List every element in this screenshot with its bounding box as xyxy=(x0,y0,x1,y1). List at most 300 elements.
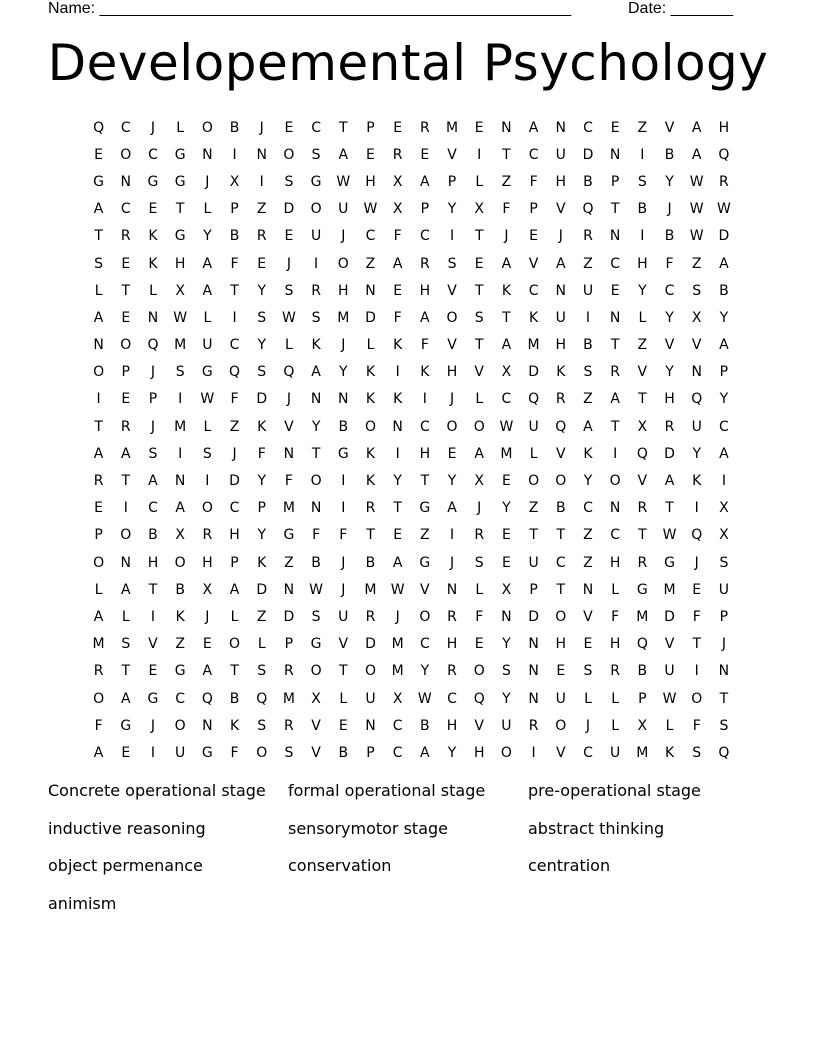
grid-letter: L xyxy=(203,309,212,326)
grid-letter: E xyxy=(501,473,511,490)
grid-letter: S xyxy=(284,744,294,761)
grid-letter: D xyxy=(528,608,539,625)
grid-letter: W xyxy=(716,201,731,218)
grid-letter: C xyxy=(229,500,240,517)
grid-letter: D xyxy=(528,364,539,381)
grid-letter: O xyxy=(120,337,132,354)
grid-letter: R xyxy=(719,173,729,190)
grid-letter: X xyxy=(501,581,512,598)
grid-letter: A xyxy=(120,445,131,462)
grid-letter: N xyxy=(446,581,458,598)
grid-letter: F xyxy=(475,608,484,625)
grid-letter: I xyxy=(585,309,591,326)
grid-letter: O xyxy=(473,418,485,435)
grid-letter: L xyxy=(94,282,103,299)
grid-letter: N xyxy=(283,445,295,462)
grid-letter: W xyxy=(281,309,296,326)
grid-letter: S xyxy=(583,364,593,381)
grid-letter: J xyxy=(395,608,400,625)
grid-letter: Y xyxy=(665,309,674,326)
grid-letter: Y xyxy=(257,337,266,354)
grid-letter: H xyxy=(147,554,159,571)
grid-letter: O xyxy=(555,717,567,734)
grid-letter: S xyxy=(257,663,267,680)
grid-letter: E xyxy=(94,146,104,163)
grid-letter: R xyxy=(610,364,621,381)
grid-letter: Z xyxy=(528,500,539,517)
grid-letter: S xyxy=(692,282,702,299)
grid-letter: N xyxy=(555,282,567,299)
grid-letter: A xyxy=(555,255,566,272)
grid-letter: Y xyxy=(638,282,647,299)
grid-letter: X xyxy=(229,173,240,190)
grid-letter: O xyxy=(201,500,213,517)
grid-letter: R xyxy=(284,663,294,680)
grid-letter: L xyxy=(529,445,538,462)
grid-letter: N xyxy=(609,500,621,517)
grid-letter: S xyxy=(311,146,321,163)
grid-letter: J xyxy=(286,391,291,408)
grid-letter: H xyxy=(473,744,485,761)
grid-letter: A xyxy=(420,173,430,190)
grid-letter: M xyxy=(445,119,459,136)
grid-letter: K xyxy=(583,445,593,462)
grid-letter: V xyxy=(447,146,457,163)
grid-letter: V xyxy=(691,337,702,354)
grid-letter: H xyxy=(555,636,567,653)
grid-letter: R xyxy=(528,717,539,734)
grid-letter: N xyxy=(338,391,349,408)
grid-letter: E xyxy=(501,554,511,571)
grid-letter: J xyxy=(150,418,156,435)
grid-letter: V xyxy=(338,636,349,653)
grid-letter: V xyxy=(664,636,675,653)
grid-letter: V xyxy=(447,337,457,354)
grid-letter: Y xyxy=(447,744,457,761)
grid-letter: G xyxy=(419,554,431,571)
grid-letter: L xyxy=(475,173,484,190)
grid-letter: H xyxy=(338,282,349,299)
grid-letter: L xyxy=(94,581,103,598)
grid-letter: R xyxy=(419,119,430,136)
grid-letter: A xyxy=(501,255,512,272)
grid-letter: B xyxy=(664,228,675,245)
grid-letter: F xyxy=(393,309,402,326)
grid-letter: E xyxy=(610,119,620,136)
grid-letter: C xyxy=(365,228,376,245)
grid-letter: A xyxy=(338,146,349,163)
grid-letter: L xyxy=(285,337,293,354)
grid-letter: S xyxy=(474,309,484,326)
grid-letter: A xyxy=(501,337,512,354)
grid-letter: V xyxy=(664,337,675,354)
grid-letter: U xyxy=(664,663,675,680)
grid-letter: T xyxy=(692,636,701,653)
grid-letter: Z xyxy=(583,554,593,571)
grid-letter: A xyxy=(311,364,321,381)
grid-letter: T xyxy=(121,663,131,680)
grid-letter: Y xyxy=(339,364,348,381)
grid-letter: U xyxy=(528,418,539,435)
grid-letter: X xyxy=(637,418,648,435)
grid-letter: J xyxy=(449,391,455,408)
grid-letter: S xyxy=(719,554,729,571)
word-list-item: object permenance xyxy=(48,856,203,875)
grid-letter: R xyxy=(664,418,675,435)
grid-letter: C xyxy=(229,337,240,354)
word-list-item: inductive reasoning xyxy=(48,818,206,838)
grid-letter: V xyxy=(637,473,648,490)
grid-letter: B xyxy=(229,690,240,707)
grid-letter: O xyxy=(337,255,349,272)
grid-letter: I xyxy=(395,445,400,462)
grid-letter: P xyxy=(719,364,729,381)
grid-letter: B xyxy=(229,228,240,245)
grid-letter: Y xyxy=(583,473,593,490)
grid-letter: T xyxy=(474,282,484,299)
grid-letter: G xyxy=(147,173,159,190)
word-list-item: animism xyxy=(48,893,117,913)
grid-letter: E xyxy=(556,663,566,680)
grid-letter: O xyxy=(555,473,567,490)
grid-letter: N xyxy=(528,636,539,653)
grid-letter: G xyxy=(310,636,322,653)
grid-letter: A xyxy=(93,201,104,218)
grid-letter: J xyxy=(694,554,699,571)
grid-letter: Z xyxy=(175,636,185,653)
grid-letter: O xyxy=(201,119,213,136)
grid-letter: G xyxy=(147,690,159,707)
word-list-item: formal operational stage xyxy=(288,781,486,800)
grid-letter: I xyxy=(613,445,618,462)
grid-letter: U xyxy=(691,418,702,435)
grid-letter: E xyxy=(447,445,457,462)
grid-letter: T xyxy=(339,119,348,136)
grid-letter: U xyxy=(175,744,186,761)
grid-letter: M xyxy=(663,581,676,598)
grid-letter: Y xyxy=(502,500,511,517)
grid-letter: Z xyxy=(284,554,294,571)
grid-letter: T xyxy=(502,146,511,163)
grid-letter: V xyxy=(447,282,457,299)
grid-letter: A xyxy=(93,309,104,326)
grid-letter: S xyxy=(637,173,647,190)
grid-letter: O xyxy=(528,473,540,490)
grid-letter: N xyxy=(718,663,730,680)
grid-letter: L xyxy=(475,581,484,598)
grid-letter: B xyxy=(338,744,349,761)
word-list-item: sensorymotor stage xyxy=(288,818,449,838)
grid-letter: E xyxy=(284,228,294,245)
grid-letter: N xyxy=(609,146,621,163)
grid-letter: N xyxy=(202,717,213,734)
grid-letter: F xyxy=(339,527,348,544)
grid-letter: W xyxy=(689,201,704,218)
grid-letter: F xyxy=(230,391,239,408)
grid-letter: N xyxy=(365,717,376,734)
grid-letter: R xyxy=(637,554,648,571)
grid-letter: M xyxy=(337,309,350,326)
grid-letter: M xyxy=(174,337,187,354)
grid-letter: S xyxy=(202,445,212,462)
grid-letter: R xyxy=(392,146,403,163)
grid-letter: Y xyxy=(692,445,701,462)
grid-letter: Y xyxy=(502,636,511,653)
grid-letter: K xyxy=(393,391,403,408)
grid-letter: Z xyxy=(637,337,648,354)
grid-letter: F xyxy=(420,337,429,354)
grid-letter: W xyxy=(363,201,378,218)
grid-letter: J xyxy=(667,201,672,218)
grid-letter: C xyxy=(419,636,430,653)
grid-letter: H xyxy=(446,364,458,381)
grid-letter: O xyxy=(555,608,567,625)
grid-letter: Z xyxy=(583,255,593,272)
grid-letter: I xyxy=(449,527,455,544)
grid-letter: J xyxy=(232,445,237,462)
grid-letter: N xyxy=(174,473,186,490)
grid-letter: S xyxy=(284,173,294,190)
grid-letter: Q xyxy=(93,119,105,136)
grid-letter: Y xyxy=(257,527,266,544)
grid-letter: G xyxy=(201,744,213,761)
grid-letter: U xyxy=(501,717,512,734)
word-list-item: abstract thinking xyxy=(528,818,665,838)
grid-letter: X xyxy=(392,173,403,190)
grid-letter: L xyxy=(475,391,484,408)
word-list-item: conservation xyxy=(288,856,392,875)
grid-letter: L xyxy=(121,608,130,625)
grid-letter: D xyxy=(664,445,675,462)
grid-letter: T xyxy=(311,445,321,462)
grid-letter: T xyxy=(610,337,620,354)
grid-letter: L xyxy=(257,636,266,653)
grid-letter: P xyxy=(148,391,158,408)
grid-letter: W xyxy=(390,581,405,598)
grid-letter: V xyxy=(555,445,566,462)
grid-letter: S xyxy=(692,744,702,761)
grid-letter: D xyxy=(718,228,730,245)
grid-letter: Z xyxy=(637,119,648,136)
grid-letter: M xyxy=(391,663,404,680)
grid-letter: R xyxy=(447,663,457,680)
grid-letter: P xyxy=(230,554,239,571)
grid-letter: A xyxy=(420,744,430,761)
grid-letter: B xyxy=(311,554,321,571)
grid-letter: P xyxy=(121,364,130,381)
grid-letter: I xyxy=(123,500,128,517)
grid-letter: V xyxy=(555,744,566,761)
grid-letter: F xyxy=(692,608,701,625)
grid-letter: R xyxy=(583,228,593,245)
grid-letter: T xyxy=(94,418,103,435)
grid-letter: E xyxy=(338,717,348,734)
grid-letter: I xyxy=(232,146,237,163)
grid-letter: Y xyxy=(665,173,674,190)
grid-letter: E xyxy=(148,201,158,218)
grid-letter: C xyxy=(120,119,131,136)
grid-letter: C xyxy=(528,146,539,163)
grid-letter: P xyxy=(638,690,647,707)
grid-letter: Q xyxy=(555,418,567,435)
grid-letter: T xyxy=(529,527,538,544)
grid-letter: L xyxy=(665,717,674,734)
grid-letter: M xyxy=(282,500,295,517)
grid-letter: H xyxy=(637,255,648,272)
grid-letter: R xyxy=(447,608,457,625)
grid-letter: B xyxy=(175,581,185,598)
grid-letter: O xyxy=(310,201,322,218)
grid-letter: Z xyxy=(256,201,267,218)
grid-letter: O xyxy=(364,663,376,680)
grid-letter: F xyxy=(502,201,511,218)
grid-letter: B xyxy=(664,146,675,163)
grid-letter: S xyxy=(175,364,185,381)
grid-letter: B xyxy=(583,173,593,190)
grid-letter: A xyxy=(392,554,403,571)
grid-letter: P xyxy=(420,201,430,218)
grid-letter: I xyxy=(694,500,699,517)
grid-letter: N xyxy=(202,146,213,163)
grid-letter: H xyxy=(718,119,730,136)
grid-letter: V xyxy=(583,608,593,625)
grid-letter: I xyxy=(178,445,183,462)
grid-letter: W xyxy=(200,391,215,408)
grid-letter: Q xyxy=(283,364,295,381)
grid-letter: A xyxy=(691,119,702,136)
grid-letter: D xyxy=(229,473,240,490)
grid-letter: Q xyxy=(718,146,730,163)
grid-letter: C xyxy=(447,690,457,707)
grid-letter: N xyxy=(310,500,322,517)
grid-letter: Y xyxy=(665,364,674,381)
grid-letter: E xyxy=(393,282,403,299)
grid-letter: L xyxy=(611,690,620,707)
grid-letter: Q xyxy=(147,337,159,354)
grid-letter: I xyxy=(395,364,400,381)
grid-letter: V xyxy=(528,255,539,272)
grid-letter: I xyxy=(314,255,319,272)
grid-letter: B xyxy=(637,201,648,218)
grid-letter: Z xyxy=(691,255,702,272)
grid-letter: Q xyxy=(691,391,703,408)
grid-letter: R xyxy=(610,663,621,680)
grid-letter: V xyxy=(311,717,321,734)
grid-letter: L xyxy=(203,201,212,218)
grid-letter: A xyxy=(474,445,484,462)
grid-letter: M xyxy=(636,744,649,761)
grid-letter: R xyxy=(474,527,485,544)
grid-letter: C xyxy=(528,282,539,299)
grid-letter: L xyxy=(584,690,592,707)
word-list-item: Concrete operational stage xyxy=(48,781,266,800)
grid-letter: L xyxy=(611,581,620,598)
grid-letter: U xyxy=(582,282,594,299)
grid-letter: J xyxy=(205,608,210,625)
grid-letter: Q xyxy=(256,690,268,707)
grid-letter: V xyxy=(284,418,294,435)
grid-letter: A xyxy=(447,500,457,517)
grid-letter: O xyxy=(691,690,703,707)
grid-letter: A xyxy=(202,255,213,272)
grid-letter: O xyxy=(446,418,458,435)
grid-letter: Y xyxy=(447,201,457,218)
grid-letter: C xyxy=(392,744,403,761)
grid-letter: V xyxy=(311,744,321,761)
grid-letter: P xyxy=(366,744,375,761)
grid-letter: S xyxy=(257,364,267,381)
grid-letter: X xyxy=(474,473,485,490)
grid-letter: B xyxy=(719,282,729,299)
grid-letter: E xyxy=(610,282,620,299)
grid-letter: X xyxy=(392,690,403,707)
grid-letter: F xyxy=(665,255,674,272)
grid-letter: S xyxy=(94,255,104,272)
grid-letter: C xyxy=(610,255,621,272)
grid-letter: E xyxy=(474,255,484,272)
grid-letter: O xyxy=(174,717,186,734)
grid-letter: I xyxy=(449,228,455,245)
grid-letter: X xyxy=(175,527,185,544)
grid-letter: E xyxy=(474,119,484,136)
grid-letter: O xyxy=(93,690,105,707)
grid-letter: T xyxy=(556,581,566,598)
grid-letter: B xyxy=(148,527,158,544)
grid-letter: K xyxy=(175,608,185,625)
grid-letter: N xyxy=(283,581,295,598)
grid-letter: K xyxy=(365,445,376,462)
grid-letter: Y xyxy=(257,473,266,490)
grid-letter: I xyxy=(694,663,699,680)
grid-letter: J xyxy=(585,717,591,734)
grid-letter: C xyxy=(120,201,131,218)
grid-letter: E xyxy=(692,581,702,598)
grid-letter: S xyxy=(474,554,484,571)
grid-letter: E xyxy=(583,636,593,653)
grid-letter: A xyxy=(528,119,539,136)
grid-letter: W xyxy=(499,418,514,435)
grid-letter: C xyxy=(583,744,593,761)
grid-letter: R xyxy=(284,717,294,734)
grid-letter: F xyxy=(284,473,293,490)
grid-letter: K xyxy=(365,391,376,408)
name-line: Name: _____________________________________________________ xyxy=(48,0,572,17)
grid-letter: I xyxy=(721,473,726,490)
grid-letter: N xyxy=(501,608,512,625)
grid-letter: S xyxy=(501,663,511,680)
grid-letter: Q xyxy=(229,364,241,381)
grid-letter: L xyxy=(611,717,620,734)
grid-letter: N xyxy=(120,173,132,190)
grid-letter: A xyxy=(610,391,620,408)
grid-letter: Y xyxy=(420,663,430,680)
grid-letter: V xyxy=(474,717,484,734)
grid-letter: D xyxy=(256,581,268,598)
grid-letter: I xyxy=(422,391,427,408)
grid-letter: G xyxy=(283,527,295,544)
grid-letter: X xyxy=(474,201,485,218)
word-list xyxy=(48,777,768,927)
grid-letter: S xyxy=(257,717,267,734)
grid-letter: M xyxy=(527,337,540,354)
grid-letter: V xyxy=(420,581,430,598)
grid-letter: U xyxy=(610,744,621,761)
grid-letter: H xyxy=(555,337,567,354)
grid-letter: D xyxy=(283,608,295,625)
grid-letter: J xyxy=(259,119,264,136)
grid-letter: E xyxy=(474,636,484,653)
grid-letter: F xyxy=(312,527,321,544)
